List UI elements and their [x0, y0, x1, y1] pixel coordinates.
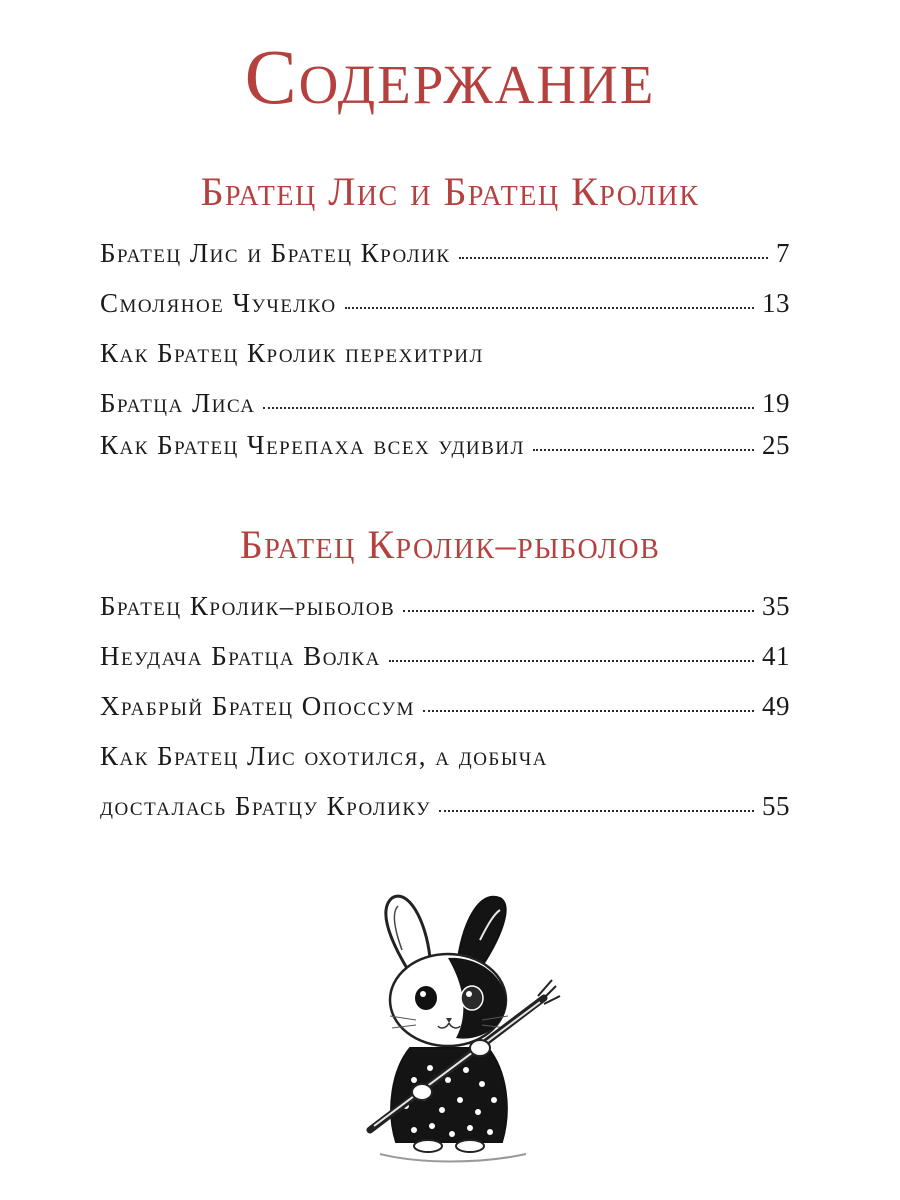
toc-entry-label: Храбрый Братец Опоссум: [100, 691, 415, 721]
toc-entry-label-line1: Как Братец Кролик перехитрил: [100, 338, 484, 368]
dot-leader: [403, 610, 754, 612]
section-title-1: Братец Лис и Братец Кролик: [200, 169, 700, 214]
toc-entry-label-line1: Как Братец Лис охотился, а добыча: [100, 741, 548, 771]
toc-entry-page: 13: [762, 288, 790, 318]
toc-entry-page: 55: [762, 791, 790, 821]
page-title: Содержание: [244, 33, 656, 120]
toc-entry-page: 41: [762, 641, 790, 671]
toc-entry-page: 25: [762, 430, 790, 460]
dot-leader: [389, 660, 754, 662]
toc-entry-label: Неудача Братца Волка: [100, 641, 381, 671]
rabbit-head: [390, 954, 508, 1046]
toc-entry-label: Братец Лис и Братец Кролик: [100, 238, 451, 268]
toc-entry-label: Братца Лиса: [100, 388, 256, 418]
dot-leader: [263, 407, 754, 409]
toc-entry[interactable]: [100, 643, 790, 670]
rabbit-illustration: [330, 880, 570, 1170]
dot-leader: [533, 449, 754, 451]
section-title-2: Братец Кролик–рыболов: [239, 522, 661, 567]
toc-entry-page: 7: [776, 238, 790, 268]
dot-leader: [345, 307, 754, 309]
toc-entry[interactable]: [100, 593, 790, 620]
toc-entry[interactable]: [100, 290, 790, 317]
toc-entry-label: Как Братец Черепаха всех удивил: [100, 430, 525, 460]
toc-entry-page: 19: [762, 388, 790, 418]
toc-entry[interactable]: [100, 340, 790, 417]
toc-entry-page: 49: [762, 691, 790, 721]
toc-entry[interactable]: [100, 432, 790, 459]
dot-leader: [459, 257, 768, 259]
toc-entry[interactable]: [100, 743, 790, 820]
toc-entry-label: Братец Кролик–рыболов: [100, 591, 396, 621]
toc-entry-label: досталась Братцу Кролику: [100, 791, 432, 821]
dot-leader: [439, 810, 754, 812]
toc-entry-page: 35: [762, 591, 790, 621]
dot-leader: [423, 710, 754, 712]
toc-entry[interactable]: [100, 240, 790, 267]
toc-entry-label: Смоляное Чучелко: [100, 288, 337, 318]
toc-entry[interactable]: [100, 693, 790, 720]
